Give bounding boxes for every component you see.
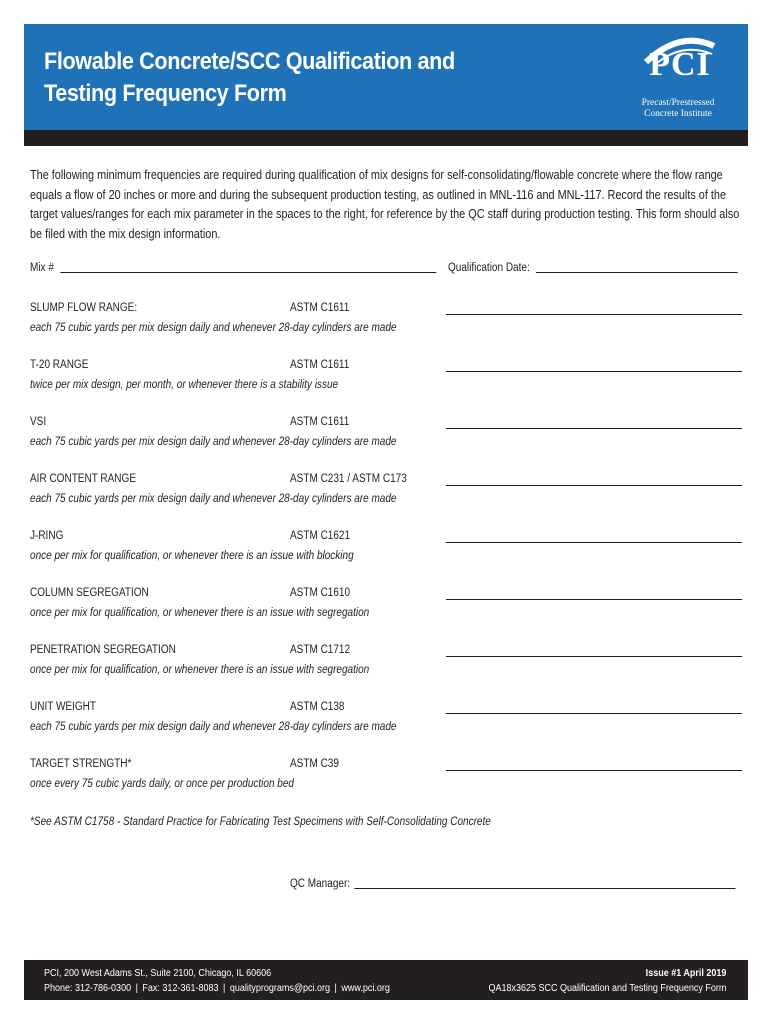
footer-form-id: QA18x3625 SCC Qualification and Testing Frequency Form [488, 983, 726, 994]
mix-number-field[interactable] [60, 272, 436, 273]
param-value-field[interactable] [446, 542, 742, 543]
param-frequency: once per mix for qualification, or whenever there is an issue with blocking [30, 550, 354, 562]
footnote: *See ASTM C1758 - Standard Practice for Fabricating Test Specimens with Self-Consolidating Concrete [30, 816, 491, 828]
qc-manager-label: QC Manager: [290, 878, 351, 890]
param-label: TARGET STRENGTH* [30, 758, 132, 770]
param-value-field[interactable] [446, 428, 742, 429]
param-value-field[interactable] [446, 770, 742, 771]
qc-manager-field[interactable] [355, 888, 736, 889]
param-row-target-strength [30, 758, 742, 798]
param-value-field[interactable] [446, 599, 742, 600]
param-value-field[interactable] [446, 314, 742, 315]
footer-separator: | [334, 983, 337, 994]
pci-logo [620, 36, 736, 126]
param-astm: ASTM C1610 [290, 587, 351, 599]
param-astm: ASTM C138 [290, 701, 345, 713]
logo-subtitle [620, 98, 736, 120]
footer-issue-info [488, 966, 726, 996]
footer-email-link[interactable]: qualityprograms@pci.org [229, 983, 331, 994]
footer-fax: Fax: 312-361-8083 [142, 983, 219, 994]
logo-subtitle-line-1: Precast/Prestressed [641, 98, 715, 108]
param-row-vsi [30, 416, 742, 456]
param-astm: ASTM C39 [290, 758, 339, 770]
title-line-2: Testing Frequency Form [44, 80, 287, 107]
footer-contact-line [44, 981, 390, 996]
title-line-1: Flowable Concrete/SCC Qualification and [44, 48, 455, 75]
param-astm: ASTM C1712 [290, 644, 351, 656]
mix-number-row [30, 262, 436, 274]
param-label: VSI [30, 416, 47, 428]
footer-web-link[interactable]: www.pci.org [341, 983, 390, 994]
logo-subtitle-line-2: Concrete Institute [644, 109, 712, 119]
footer-address: PCI, 200 West Adams St., Suite 2100, Chicago, IL 60606 [44, 968, 272, 979]
param-label: T-20 RANGE [30, 359, 89, 371]
param-value-field[interactable] [446, 371, 742, 372]
param-astm: ASTM C1611 [290, 416, 350, 428]
param-frequency: once per mix for qualification, or whenever there is an issue with segregation [30, 664, 370, 676]
qualification-date-row [448, 262, 738, 274]
qualification-date-label: Qualification Date: [448, 262, 530, 274]
param-label: SLUMP FLOW RANGE: [30, 302, 138, 314]
param-label: COLUMN SEGREGATION [30, 587, 149, 599]
logo-wordmark: PCI [649, 46, 711, 83]
param-row-column-segregation [30, 587, 742, 627]
param-frequency: each 75 cubic yards per mix design daily and whenever 28-day cylinders are made [30, 322, 397, 334]
footer-separator: | [135, 983, 138, 994]
qualification-date-field[interactable] [536, 272, 738, 273]
footer-issue: Issue #1 April 2019 [645, 968, 726, 979]
param-label: UNIT WEIGHT [30, 701, 96, 713]
param-astm: ASTM C231 / ASTM C173 [290, 473, 407, 485]
footer-contact [44, 966, 390, 996]
param-row-slump-flow [30, 302, 742, 342]
mix-number-label: Mix # [30, 262, 54, 274]
param-frequency: each 75 cubic yards per mix design daily and whenever 28-day cylinders are made [30, 436, 397, 448]
param-row-j-ring [30, 530, 742, 570]
param-frequency: each 75 cubic yards per mix design daily and whenever 28-day cylinders are made [30, 721, 397, 733]
footer-bar [24, 960, 748, 1000]
qc-manager-row [290, 878, 736, 890]
param-row-air-content [30, 473, 742, 513]
param-label: PENETRATION SEGREGATION [30, 644, 176, 656]
param-row-t20 [30, 359, 742, 399]
page-title [44, 46, 494, 110]
param-astm: ASTM C1621 [290, 530, 351, 542]
param-frequency: once every 75 cubic yards daily, or once per production bed [30, 778, 294, 790]
param-astm: ASTM C1611 [290, 302, 350, 314]
param-row-penetration-segregation [30, 644, 742, 684]
param-value-field[interactable] [446, 656, 742, 657]
param-frequency: twice per mix design, per month, or whenever there is a stability issue [30, 379, 339, 391]
footer-separator: | [222, 983, 226, 994]
param-astm: ASTM C1611 [290, 359, 350, 371]
footer-phone: Phone: 312-786-0300 [44, 983, 132, 994]
param-value-field[interactable] [446, 485, 742, 486]
intro-paragraph: The following minimum frequencies are required during qualification of mix designs for self-consolidating/flowable concrete where the flow range equals a flow of 20 inches or more and during the subsequent production testing, as outlined in MNL-116 and MNL-117. Record the results of the target values/ranges for each mix parameter in the spaces to the right, for reference by the QC staff during production testing. This form should also be filed with the mix design information. [30, 168, 740, 241]
param-label: J-RING [30, 530, 64, 542]
param-frequency: each 75 cubic yards per mix design daily and whenever 28-day cylinders are made [30, 493, 397, 505]
param-label: AIR CONTENT RANGE [30, 473, 136, 485]
param-frequency: once per mix for qualification, or whenever there is an issue with segregation [30, 607, 370, 619]
param-row-unit-weight [30, 701, 742, 741]
header-rule [24, 130, 748, 146]
param-value-field[interactable] [446, 713, 742, 714]
